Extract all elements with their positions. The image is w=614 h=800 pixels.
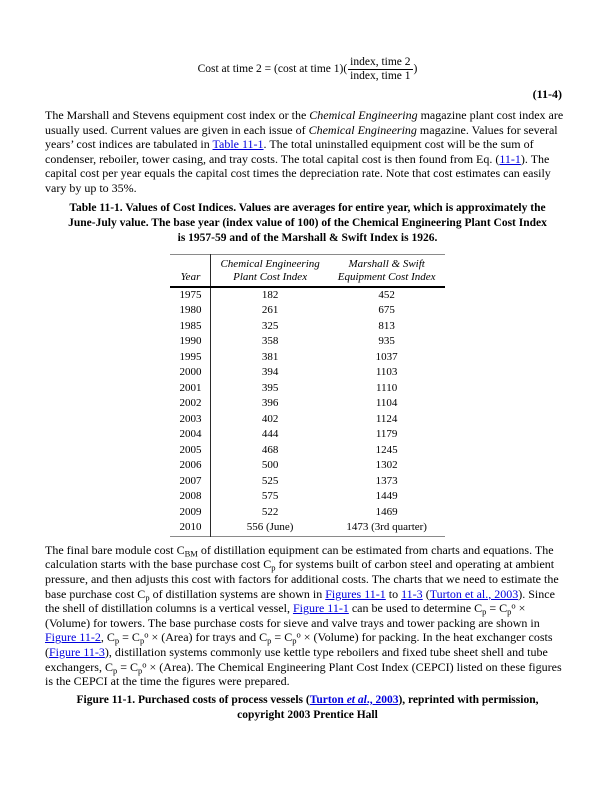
equation-fraction bbox=[348, 56, 412, 83]
paragraph-bare-module-cost bbox=[45, 543, 570, 689]
subscript: p bbox=[139, 635, 145, 646]
subscript: BM bbox=[184, 548, 198, 559]
table-cell: 2010 bbox=[170, 520, 211, 536]
table-cell: 525 bbox=[261, 474, 279, 487]
table-row bbox=[170, 412, 444, 428]
table-cell: 182 bbox=[261, 288, 279, 301]
table-cell: 2009 bbox=[170, 505, 211, 521]
table-cell: 935 bbox=[378, 335, 395, 348]
table-row bbox=[170, 458, 444, 474]
table-cell: 395 bbox=[261, 381, 279, 394]
table-row bbox=[170, 381, 444, 397]
table-cell: 358 bbox=[261, 335, 279, 348]
table-row bbox=[170, 319, 444, 335]
table-cell: 261 bbox=[261, 304, 279, 317]
table-cell: 381 bbox=[261, 350, 279, 363]
text-segment: magazine plant cost index are usually used. Current values are given in each issue of bbox=[45, 108, 564, 137]
table-cell: 1990 bbox=[170, 334, 211, 350]
link-turton-2003-caption[interactable]: Turton bbox=[309, 693, 347, 706]
table-row bbox=[170, 287, 444, 304]
table-row bbox=[170, 334, 444, 350]
table-cell: 1124 bbox=[375, 412, 398, 425]
table-cell: 1110 bbox=[376, 381, 398, 394]
subscript: p bbox=[271, 562, 276, 573]
table-cell: 1995 bbox=[170, 350, 211, 366]
table-cell: 522 bbox=[261, 505, 279, 518]
link-eq-11-1[interactable]: 11-1 bbox=[499, 151, 521, 166]
table-row bbox=[170, 303, 444, 319]
link-figure-11-2[interactable]: Figure 11-2 bbox=[45, 630, 101, 645]
text-segment: Chemical Engineering bbox=[309, 108, 418, 122]
figure-11-1-caption bbox=[45, 693, 570, 724]
table-row bbox=[170, 350, 444, 366]
table-cell: 1245 bbox=[375, 443, 398, 456]
subscript: p bbox=[138, 665, 143, 676]
text-segment: The Marshall and Stevens equipment cost index or the bbox=[45, 108, 310, 122]
superscript: o bbox=[144, 629, 149, 640]
table-cell: 1179 bbox=[375, 428, 398, 441]
text-segment: × (Area). The Chemical Engineering Plant Cost Index (CEPCI) listed on these figures is the CEPCI at the time the figures were prepared. bbox=[45, 659, 562, 689]
link-table-11-1[interactable]: Table 11-1 bbox=[212, 137, 264, 152]
table-cell: 500 bbox=[261, 459, 279, 472]
table-cell: 1469 bbox=[375, 505, 398, 518]
table-cell: 2005 bbox=[170, 443, 211, 459]
table-cell: 813 bbox=[378, 319, 395, 332]
link-turton-2003-caption[interactable]: ., 2003 bbox=[366, 693, 399, 706]
link-figure-11-3-range[interactable]: 11-3 bbox=[401, 586, 423, 601]
superscript: o bbox=[296, 629, 301, 640]
table-cell: 444 bbox=[261, 428, 279, 441]
text-segment: = C bbox=[117, 659, 139, 674]
column-header: Chemical Engineering Plant Cost Index bbox=[211, 254, 329, 287]
subscript: p bbox=[114, 635, 120, 646]
subscript: p bbox=[292, 635, 297, 646]
table-row bbox=[170, 365, 444, 381]
table-row bbox=[170, 489, 444, 505]
table-cell: 2006 bbox=[170, 458, 211, 474]
text-segment: = C bbox=[119, 630, 140, 645]
table-cell: 1980 bbox=[170, 303, 211, 319]
subscript: p bbox=[112, 665, 118, 676]
link-figure-11-1[interactable]: Figure 11-1 bbox=[292, 601, 349, 616]
link-turton-2003-caption[interactable]: et al bbox=[346, 693, 367, 706]
text-segment: = C bbox=[486, 601, 508, 616]
subscript: p bbox=[267, 635, 272, 646]
fraction-numerator: index, time 2 bbox=[350, 56, 411, 68]
table-cell: 675 bbox=[378, 304, 395, 317]
equation-11-4 bbox=[45, 56, 570, 83]
table-row bbox=[170, 443, 444, 459]
text-segment: to bbox=[385, 586, 402, 601]
table-11-1-caption: Table 11-1. Values of Cost Indices. Values are averages for entire year, which is approximately the June-July value. The base year (index value of 100) of the Chemical Engineering Plant Cost Index is 1957-59 and of the Marshall & Swift Index is 1926. bbox=[68, 201, 547, 245]
equation-number: (11-4) bbox=[532, 87, 562, 101]
table-cell: 2007 bbox=[170, 474, 211, 490]
table-row bbox=[170, 520, 444, 536]
table-11-1 bbox=[170, 254, 444, 537]
text-segment: . The total uninstalled equipment cost will be the sum of condenser, reboiler, tower casing, and tray costs. The total capital cost is then found from Eq. ( bbox=[45, 137, 534, 166]
column-header: Year bbox=[170, 254, 211, 287]
text-segment: × (Volume) for towers. The base purchase costs for sieve and valve trays and tower packing are shown in bbox=[45, 601, 540, 630]
table-cell: 396 bbox=[261, 397, 279, 410]
text-segment: = C bbox=[271, 630, 293, 645]
link-figure-11-3[interactable]: Figure 11-3 bbox=[49, 644, 105, 659]
table-cell: 468 bbox=[261, 443, 279, 456]
table-row bbox=[170, 474, 444, 490]
text-segment: ), reprinted with permission, copyright 2003 Prentice Hall bbox=[237, 693, 539, 722]
text-segment: of distillation systems are shown in bbox=[149, 586, 326, 601]
table-cell: 1302 bbox=[375, 459, 398, 472]
fraction-denominator: index, time 1 bbox=[350, 70, 411, 82]
text-segment: ( bbox=[422, 586, 430, 601]
table-cell: 1103 bbox=[375, 366, 398, 379]
table-cell: 2002 bbox=[170, 396, 211, 412]
table-cell: 2008 bbox=[170, 489, 211, 505]
subscript: p bbox=[507, 606, 512, 617]
column-header: Marshall & Swift Equipment Cost Index bbox=[329, 254, 445, 287]
table-cell: 1985 bbox=[170, 319, 211, 335]
table-cell: 325 bbox=[261, 319, 279, 332]
table-header-row bbox=[170, 254, 444, 287]
paragraph-cost-index bbox=[45, 108, 570, 196]
text-segment: , C bbox=[100, 630, 115, 645]
table-cell: 2000 bbox=[170, 365, 211, 381]
text-segment: for systems built of carbon steel and operating at ambient pressure, and then adjusts this cost with factors for additional costs. The charts that we need to estimate the base purchase cost C bbox=[45, 557, 559, 601]
text-segment: Figure 11-1. Purchased costs of process vessels ( bbox=[76, 693, 310, 706]
table-cell: 394 bbox=[261, 366, 279, 379]
equation-rhs: ) bbox=[413, 63, 418, 76]
text-segment: ), distillation systems commonly use kettle type reboilers and fixed tube sheet shell and tube exchangers, C bbox=[45, 644, 548, 674]
table-cell: 452 bbox=[378, 288, 395, 301]
table-cell: 1975 bbox=[170, 287, 211, 304]
table-cell: 1037 bbox=[375, 350, 398, 363]
table-cell: 2001 bbox=[170, 381, 211, 397]
subscript: p bbox=[145, 592, 150, 603]
text-segment: × (Area) for trays and C bbox=[148, 630, 268, 645]
subscript: p bbox=[482, 606, 487, 617]
link-figures-11-1[interactable]: Figures 11-1 bbox=[325, 586, 386, 601]
table-cell: 1473 (3rd quarter) bbox=[346, 521, 427, 534]
link-turton-2003[interactable]: Turton et al., 2003 bbox=[429, 586, 519, 601]
table-cell: 2004 bbox=[170, 427, 211, 443]
text-segment: Chemical Engineering bbox=[308, 122, 417, 137]
text-segment: × (Volume) for packing. In the heat exchanger costs ( bbox=[45, 630, 553, 659]
superscript: o bbox=[142, 659, 147, 670]
table-cell: 575 bbox=[261, 490, 279, 503]
table-cell: 1373 bbox=[375, 474, 398, 487]
table-cell: 402 bbox=[261, 412, 279, 425]
table-cell: 1449 bbox=[375, 490, 398, 503]
text-segment: magazine. Values for several years’ cost indices are tabulated in bbox=[45, 122, 558, 152]
table-cell: 1104 bbox=[375, 397, 398, 410]
table-row bbox=[170, 396, 444, 412]
text-segment: can be used to determine C bbox=[348, 601, 483, 616]
text-segment: ). The capital cost per year equals the capital cost times the depreciation rate. Note that cost estimates can easily vary by up to 35%. bbox=[45, 151, 551, 195]
table-header bbox=[170, 254, 444, 287]
table-cell: 556 (June) bbox=[246, 521, 294, 534]
table-body bbox=[170, 287, 444, 537]
table-row bbox=[170, 505, 444, 521]
superscript: o bbox=[511, 600, 516, 611]
text-segment: The final bare module cost C bbox=[45, 542, 185, 557]
table-row bbox=[170, 427, 444, 443]
table-cell: 2003 bbox=[170, 412, 211, 428]
equation-lhs: Cost at time 2 = (cost at time 1)( bbox=[197, 63, 348, 76]
text-segment: of distillation equipment can be estimated from charts and equations. The calculation starts with the base purchase cost C bbox=[45, 542, 554, 572]
text-segment: ). Since the shell of distillation columns is a vertical vessel, bbox=[45, 586, 555, 616]
